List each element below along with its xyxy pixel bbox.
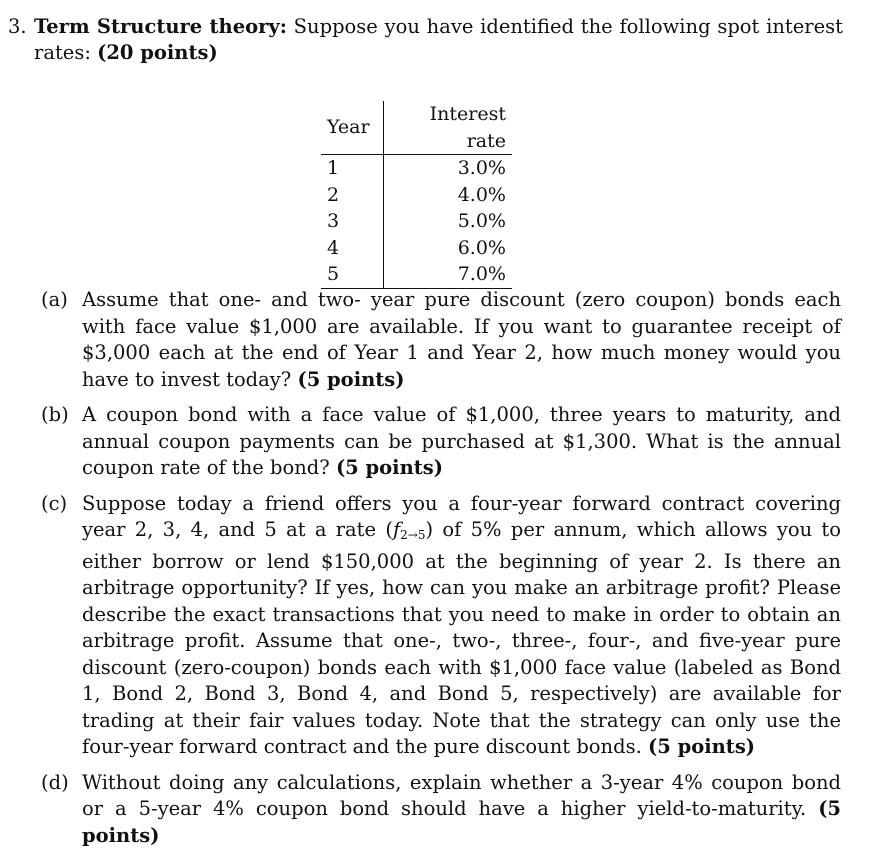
problem-number: 3. [8, 15, 27, 38]
rate-cell: 7.0% [384, 261, 513, 288]
spot-rate-table [321, 101, 512, 289]
rate-cell: 3.0% [457, 157, 506, 179]
year-cell: 5 [321, 261, 384, 288]
column-header-rate: Interest rate [384, 101, 513, 155]
part-text: A coupon bond with a face value of $1,000, three years to maturity, and annual coupon payments can be purchased at $1,300. What is the annual coupon rate of the bond? [82, 403, 841, 479]
part-body [82, 770, 841, 850]
question-parts [41, 287, 841, 858]
rate-cell: 6.0% [457, 236, 506, 259]
table-header-row [321, 101, 512, 155]
part-text-after: ) of 5% per annum, which allows you to either borrow or lend $150,000 at the beginning of year 2. Is there an arbitrage opportunity? If yes, how can you make an arbitrage profit? Please describe the exact transactions that you need to make in order to obtain an arbitrage profit. Assume that one-, two-, three-, four-, and five-year pure discount (zero-coupon) bonds each with $1,000 face value (labeled as Bond 1, Bond 2, Bond 3, Bond 4, and Bond 5, respectively) are available for trading at their fair values today. Note that the strategy can only use the four-year forward contract and the pure discount bonds. [82, 518, 841, 758]
part-body [82, 287, 841, 393]
problem-header [8, 14, 843, 66]
table-row [321, 155, 512, 182]
part-c [41, 491, 841, 761]
part-text: Without doing any calculations, explain whether a 3-year 4% coupon bond or a 5-year 4% coupon bond should have a higher yield-to-maturity. [82, 770, 841, 820]
table-row [321, 208, 512, 235]
table-row [321, 182, 512, 209]
part-a [41, 287, 841, 393]
part-label: (c) [41, 491, 68, 515]
part-points: (5 points) [82, 797, 841, 847]
forward-rate-subscript: 2→5 [400, 528, 426, 542]
part-text-before: Suppose today a friend offers you a four-year forward contract covering year 2, 3, 4, and 5 at a rate ( [82, 491, 841, 541]
problem-title: Term Structure theory: [34, 15, 287, 38]
column-header-year: Year [321, 101, 384, 155]
problem-3 [8, 14, 843, 66]
year-cell: 4 [321, 235, 384, 262]
problem-statement [34, 14, 843, 66]
part-label: (d) [41, 770, 69, 794]
rate-cell: 4.0% [457, 183, 506, 206]
part-d [41, 770, 841, 850]
problem-points: (20 points) [97, 41, 218, 64]
part-b [41, 402, 841, 482]
part-body [82, 402, 841, 482]
part-body [82, 491, 841, 761]
part-points: (5 points) [648, 735, 756, 758]
year-cell: 1 [321, 155, 384, 182]
part-points: (5 points) [335, 456, 443, 479]
table-row [321, 235, 512, 262]
problem-intro: Suppose you have identified the following spot interest rates: [34, 15, 843, 64]
part-label: (a) [41, 288, 68, 311]
part-text: Assume that one- and two- year pure discount (zero coupon) bonds each with face value $1,000 are available. If you want to guarantee receipt of $3,000 each at the end of Year 1 and Year 2, how much money would you have to invest today? [82, 288, 841, 391]
forward-rate-symbol: f [392, 518, 401, 541]
year-cell: 3 [321, 208, 384, 235]
rate-cell: 5.0% [457, 210, 506, 232]
year-cell: 2 [321, 182, 384, 209]
part-points: (5 points) [297, 367, 405, 391]
table-row [321, 261, 512, 288]
part-label: (b) [41, 403, 69, 426]
